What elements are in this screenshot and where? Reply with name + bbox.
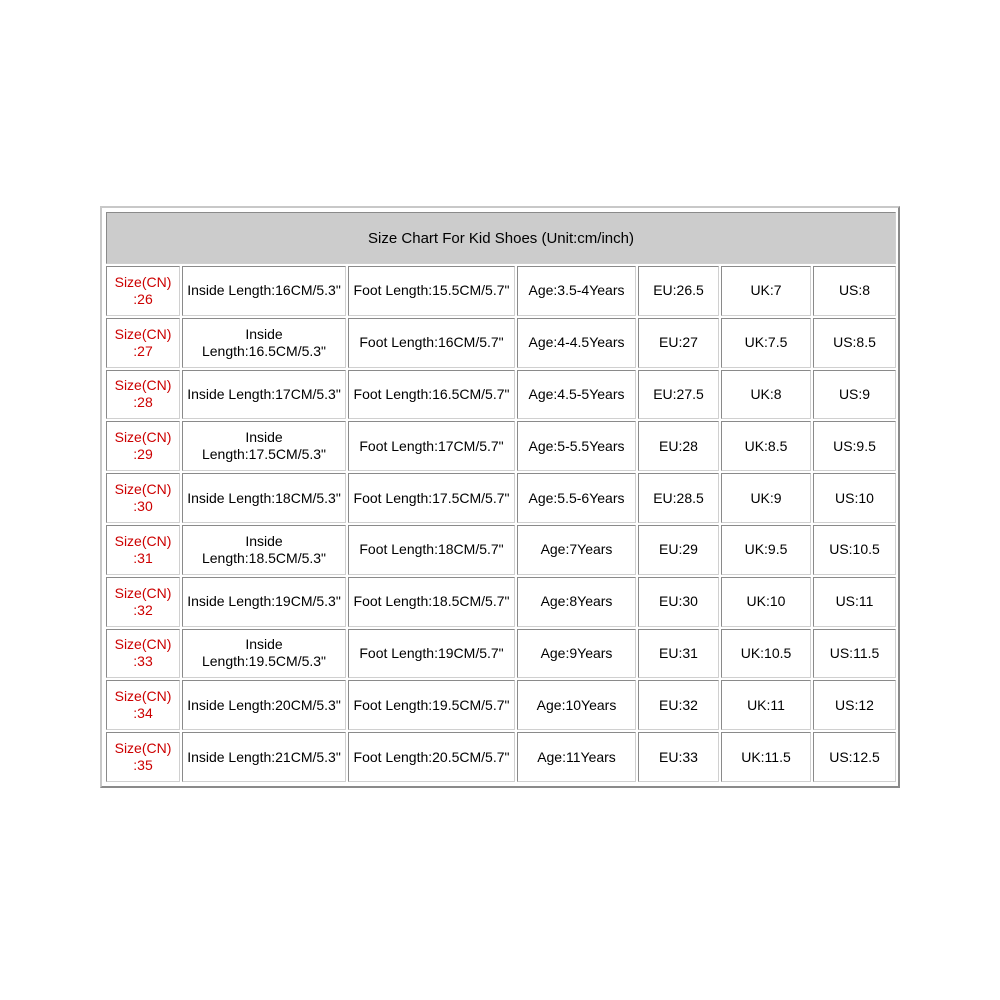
age-cell: Age:3.5-4Years [517,266,636,316]
size-cn-label: Size(CN) [114,481,172,498]
eu-size-cell: EU:27.5 [638,370,719,420]
eu-size-cell: EU:28 [638,421,719,471]
us-size-cell: US:8.5 [813,318,896,368]
uk-size-cell: UK:8.5 [721,421,811,471]
uk-size-cell: UK:11.5 [721,732,811,782]
table-row [106,266,896,316]
inside-length-line-1: Inside [245,532,283,549]
age-cell: Age:5.5-6Years [517,473,636,523]
us-size-cell: US:12.5 [813,732,896,782]
us-size-cell: US:12 [813,680,896,730]
size-cn-cell [106,318,180,368]
size-cn-label: Size(CN) [114,273,172,290]
size-cn-label: Size(CN) [114,584,172,601]
uk-size-cell: UK:7.5 [721,318,811,368]
table-row [106,525,896,575]
size-cn-cell [106,629,180,679]
foot-length-cell: Foot Length:18.5CM/5.7" [348,577,515,627]
size-chart-table [104,210,898,784]
foot-length-cell: Foot Length:20.5CM/5.7" [348,732,515,782]
size-cn-label: Size(CN) [114,532,172,549]
table-row [106,680,896,730]
eu-size-cell: EU:31 [638,629,719,679]
inside-length-line-1: Inside Length:21CM/5.3" [187,748,341,765]
uk-size-cell: UK:8 [721,370,811,420]
size-cn-value: :32 [133,601,153,618]
uk-size-cell: UK:11 [721,680,811,730]
size-cn-value: :33 [133,653,153,670]
us-size-cell: US:9.5 [813,421,896,471]
us-size-cell: US:11 [813,577,896,627]
us-size-cell: US:8 [813,266,896,316]
foot-length-cell: Foot Length:19.5CM/5.7" [348,680,515,730]
size-cn-value: :29 [133,446,153,463]
inside-length-cell [182,421,346,471]
age-cell: Age:10Years [517,680,636,730]
inside-length-cell [182,318,346,368]
eu-size-cell: EU:27 [638,318,719,368]
foot-length-cell: Foot Length:17.5CM/5.7" [348,473,515,523]
foot-length-cell: Foot Length:19CM/5.7" [348,629,515,679]
inside-length-line-2: Length:19.5CM/5.3" [201,653,327,670]
inside-length-line-1: Inside [245,636,283,653]
inside-length-line-1: Inside [245,429,283,446]
table-row [106,318,896,368]
size-cn-label: Size(CN) [114,688,172,705]
size-cn-value: :28 [133,394,153,411]
size-cn-cell [106,473,180,523]
foot-length-cell: Foot Length:18CM/5.7" [348,525,515,575]
inside-length-cell [182,266,346,316]
age-cell: Age:5-5.5Years [517,421,636,471]
age-cell: Age:9Years [517,629,636,679]
size-cn-cell [106,370,180,420]
size-cn-label: Size(CN) [114,325,172,342]
inside-length-line-1: Inside Length:18CM/5.3" [187,489,341,506]
size-rows [106,266,896,782]
uk-size-cell: UK:10 [721,577,811,627]
inside-length-cell [182,473,346,523]
age-cell: Age:8Years [517,577,636,627]
size-cn-cell [106,577,180,627]
inside-length-cell [182,680,346,730]
size-cn-cell [106,680,180,730]
chart-title: Size Chart For Kid Shoes (Unit:cm/inch) [106,212,896,264]
title-row [106,212,896,264]
inside-length-line-1: Inside [245,325,283,342]
size-cn-label: Size(CN) [114,377,172,394]
foot-length-cell: Foot Length:16.5CM/5.7" [348,370,515,420]
inside-length-cell [182,732,346,782]
uk-size-cell: UK:9.5 [721,525,811,575]
inside-length-line-2: Length:17.5CM/5.3" [201,446,327,463]
size-cn-label: Size(CN) [114,740,172,757]
eu-size-cell: EU:32 [638,680,719,730]
size-cn-cell [106,421,180,471]
size-chart-frame [100,206,900,788]
age-cell: Age:11Years [517,732,636,782]
table-row [106,473,896,523]
eu-size-cell: EU:26.5 [638,266,719,316]
table-row [106,370,896,420]
table-row [106,629,896,679]
age-cell: Age:4-4.5Years [517,318,636,368]
table-row [106,577,896,627]
inside-length-line-1: Inside Length:17CM/5.3" [187,385,341,402]
size-cn-value: :31 [133,549,153,566]
us-size-cell: US:9 [813,370,896,420]
inside-length-cell [182,577,346,627]
eu-size-cell: EU:30 [638,577,719,627]
inside-length-line-2: Length:16.5CM/5.3" [201,342,327,359]
size-cn-value: :26 [133,290,153,307]
inside-length-cell [182,370,346,420]
uk-size-cell: UK:9 [721,473,811,523]
size-cn-label: Size(CN) [114,429,172,446]
size-cn-value: :34 [133,705,153,722]
size-cn-cell [106,525,180,575]
inside-length-cell [182,525,346,575]
inside-length-line-1: Inside Length:19CM/5.3" [187,593,341,610]
size-cn-value: :35 [133,757,153,774]
foot-length-cell: Foot Length:15.5CM/5.7" [348,266,515,316]
size-cn-cell [106,266,180,316]
size-cn-value: :30 [133,498,153,515]
inside-length-line-1: Inside Length:20CM/5.3" [187,696,341,713]
eu-size-cell: EU:28.5 [638,473,719,523]
us-size-cell: US:10 [813,473,896,523]
inside-length-cell [182,629,346,679]
table-row [106,732,896,782]
inside-length-line-2: Length:18.5CM/5.3" [201,549,327,566]
size-cn-label: Size(CN) [114,636,172,653]
us-size-cell: US:10.5 [813,525,896,575]
uk-size-cell: UK:7 [721,266,811,316]
eu-size-cell: EU:29 [638,525,719,575]
size-cn-value: :27 [133,342,153,359]
age-cell: Age:7Years [517,525,636,575]
foot-length-cell: Foot Length:16CM/5.7" [348,318,515,368]
inside-length-line-1: Inside Length:16CM/5.3" [187,282,341,299]
uk-size-cell: UK:10.5 [721,629,811,679]
foot-length-cell: Foot Length:17CM/5.7" [348,421,515,471]
eu-size-cell: EU:33 [638,732,719,782]
us-size-cell: US:11.5 [813,629,896,679]
table-row [106,421,896,471]
age-cell: Age:4.5-5Years [517,370,636,420]
size-cn-cell [106,732,180,782]
